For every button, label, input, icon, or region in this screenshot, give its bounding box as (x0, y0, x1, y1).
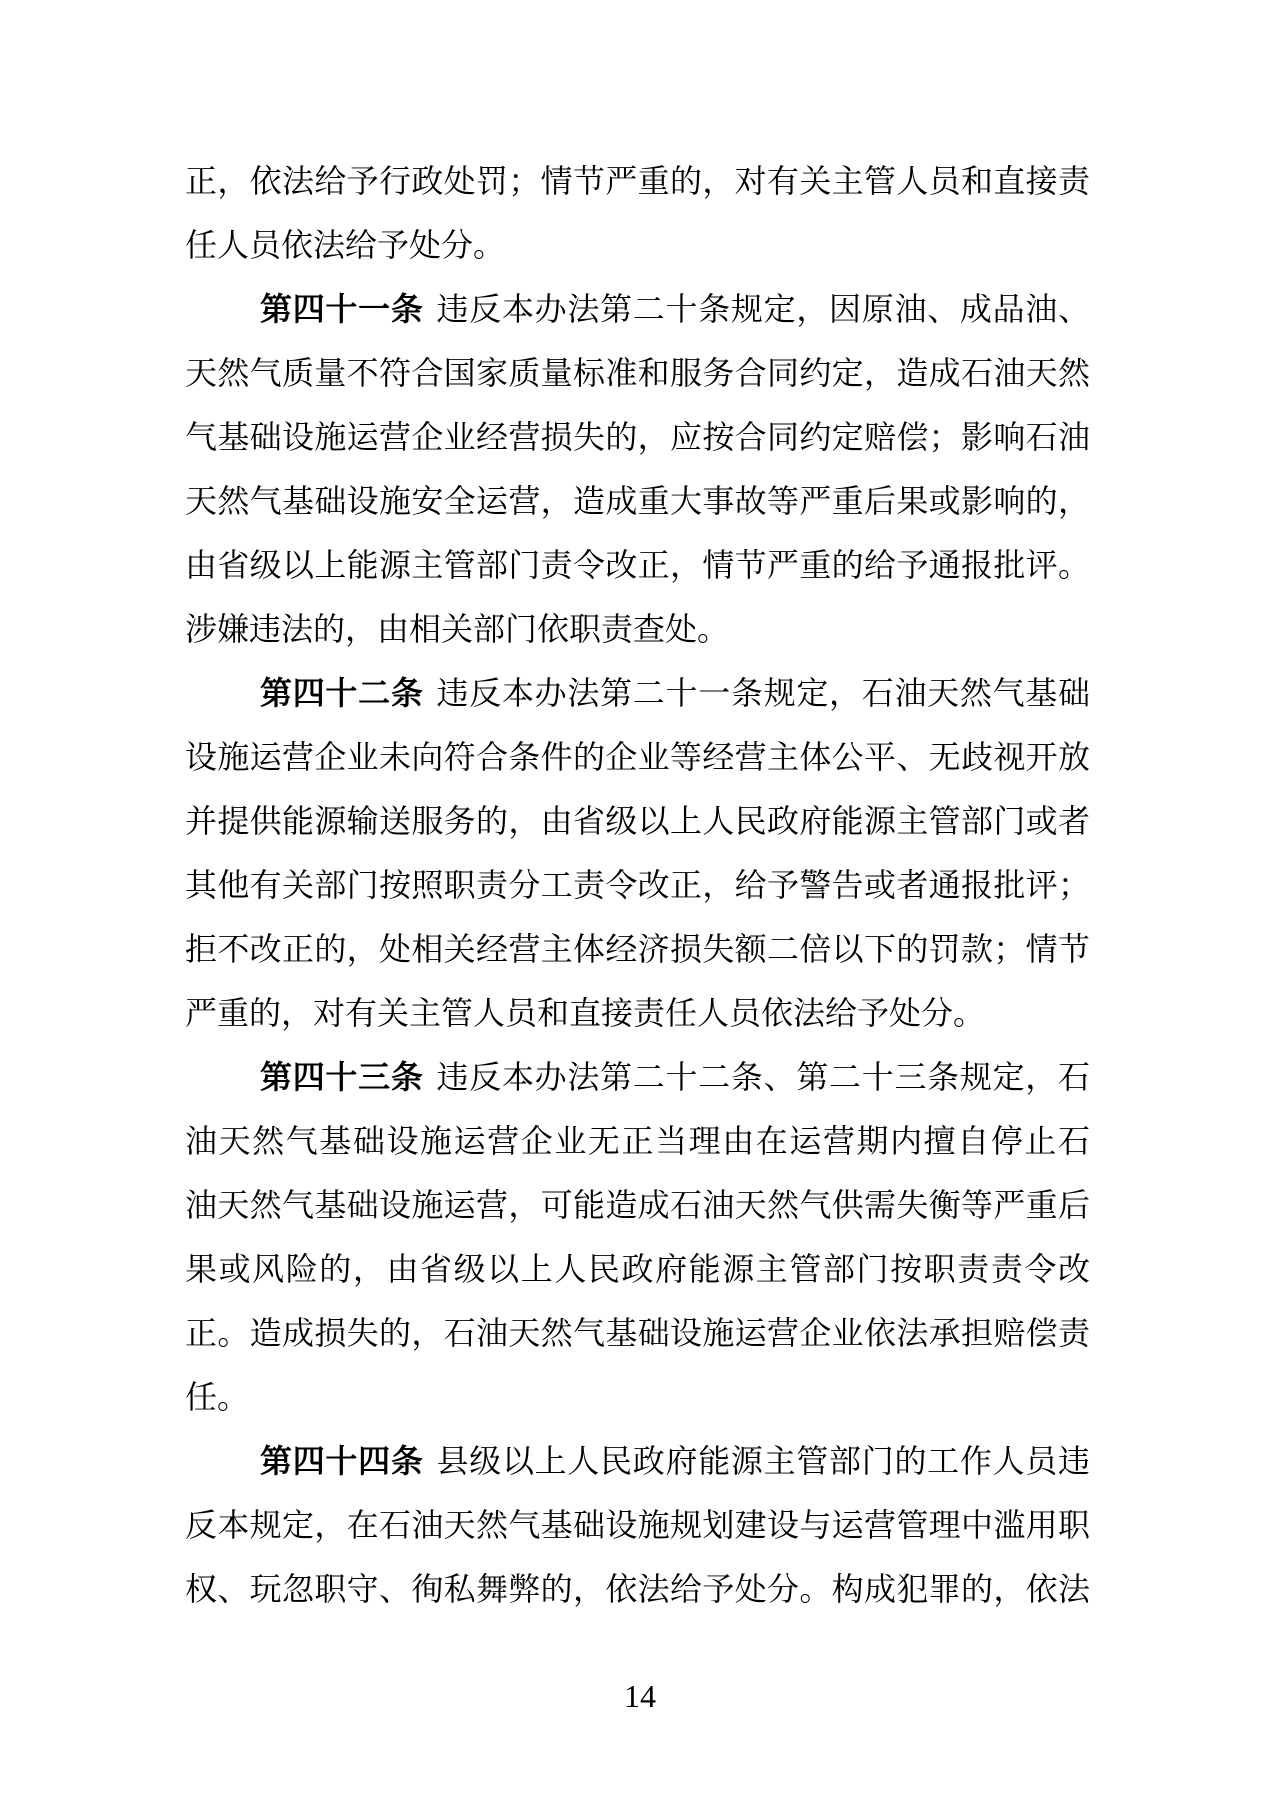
text-line (185, 1173, 1090, 1237)
text-line (185, 789, 1090, 853)
text-line (185, 1557, 1090, 1621)
line-text: 设施运营企业未向符合条件的企业等经营主体公平、无歧视开放 (185, 739, 1090, 775)
text-line (185, 917, 1090, 981)
line-text: 反本规定，在石油天然气基础设施规划建设与运营管理中滥用职 (185, 1507, 1090, 1543)
line-text: 任。 (185, 1379, 250, 1415)
text-line (185, 469, 1090, 533)
line-text: 违反本办法第二十条规定，因原油、成品油、 (436, 291, 1090, 327)
text-line (185, 405, 1090, 469)
line-text: 权、玩忽职守、徇私舞弊的，依法给予处分。构成犯罪的，依法 (185, 1571, 1090, 1607)
text-line (185, 597, 1090, 661)
line-text: 天然气质量不符合国家质量标准和服务合同约定，造成石油天然 (185, 355, 1090, 391)
line-text: 油天然气基础设施运营企业无正当理由在运营期内擅自停止石 (185, 1123, 1090, 1159)
text-line (185, 149, 1090, 213)
line-text: 正，依法给予行政处罚；情节严重的，对有关主管人员和直接责 (185, 163, 1090, 199)
line-text: 果或风险的，由省级以上人民政府能源主管部门按职责责令改 (185, 1251, 1090, 1287)
text-line (185, 853, 1090, 917)
line-text: 严重的，对有关主管人员和直接责任人员依法给予处分。 (185, 995, 986, 1031)
text-line (185, 725, 1090, 789)
line-text: 油天然气基础设施运营，可能造成石油天然气供需失衡等严重后 (185, 1187, 1090, 1223)
article-line (185, 277, 1090, 341)
text-line (185, 341, 1090, 405)
article-number: 第四十一条 (260, 291, 424, 327)
text-line (185, 213, 1090, 277)
article-number: 第四十二条 (260, 675, 424, 711)
text-line (185, 1301, 1090, 1365)
text-line (185, 1237, 1090, 1301)
line-text: 违反本办法第二十一条规定，石油天然气基础 (436, 675, 1090, 711)
line-text: 其他有关部门按照职责分工责令改正，给予警告或者通报批评； (185, 867, 1090, 903)
text-line (185, 533, 1090, 597)
line-text: 违反本办法第二十二条、第二十三条规定，石 (436, 1059, 1090, 1095)
line-text: 涉嫌违法的，由相关部门依职责查处。 (185, 611, 730, 647)
line-text: 气基础设施运营企业经营损失的，应按合同约定赔偿；影响石油 (185, 419, 1090, 455)
line-text: 正。造成损失的，石油天然气基础设施运营企业依法承担赔偿责 (185, 1315, 1090, 1351)
document-text (185, 149, 1090, 1621)
line-text: 拒不改正的，处相关经营主体经济损失额二倍以下的罚款；情节 (185, 931, 1090, 967)
page-number: 14 (624, 1678, 656, 1714)
article-line (185, 661, 1090, 725)
line-text: 任人员依法给予处分。 (185, 227, 506, 263)
line-text: 天然气基础设施安全运营，造成重大事故等严重后果或影响的， (185, 483, 1090, 519)
text-line (185, 1365, 1090, 1429)
line-text: 并提供能源输送服务的，由省级以上人民政府能源主管部门或者 (185, 803, 1090, 839)
article-number: 第四十三条 (260, 1059, 424, 1095)
article-line (185, 1045, 1090, 1109)
line-text: 县级以上人民政府能源主管部门的工作人员违 (436, 1443, 1090, 1479)
line-text: 由省级以上能源主管部门责令改正，情节严重的给予通报批评。 (185, 547, 1090, 583)
text-line (185, 1493, 1090, 1557)
text-line (185, 981, 1090, 1045)
article-number: 第四十四条 (260, 1443, 424, 1479)
article-line (185, 1429, 1090, 1493)
text-line (185, 1109, 1090, 1173)
